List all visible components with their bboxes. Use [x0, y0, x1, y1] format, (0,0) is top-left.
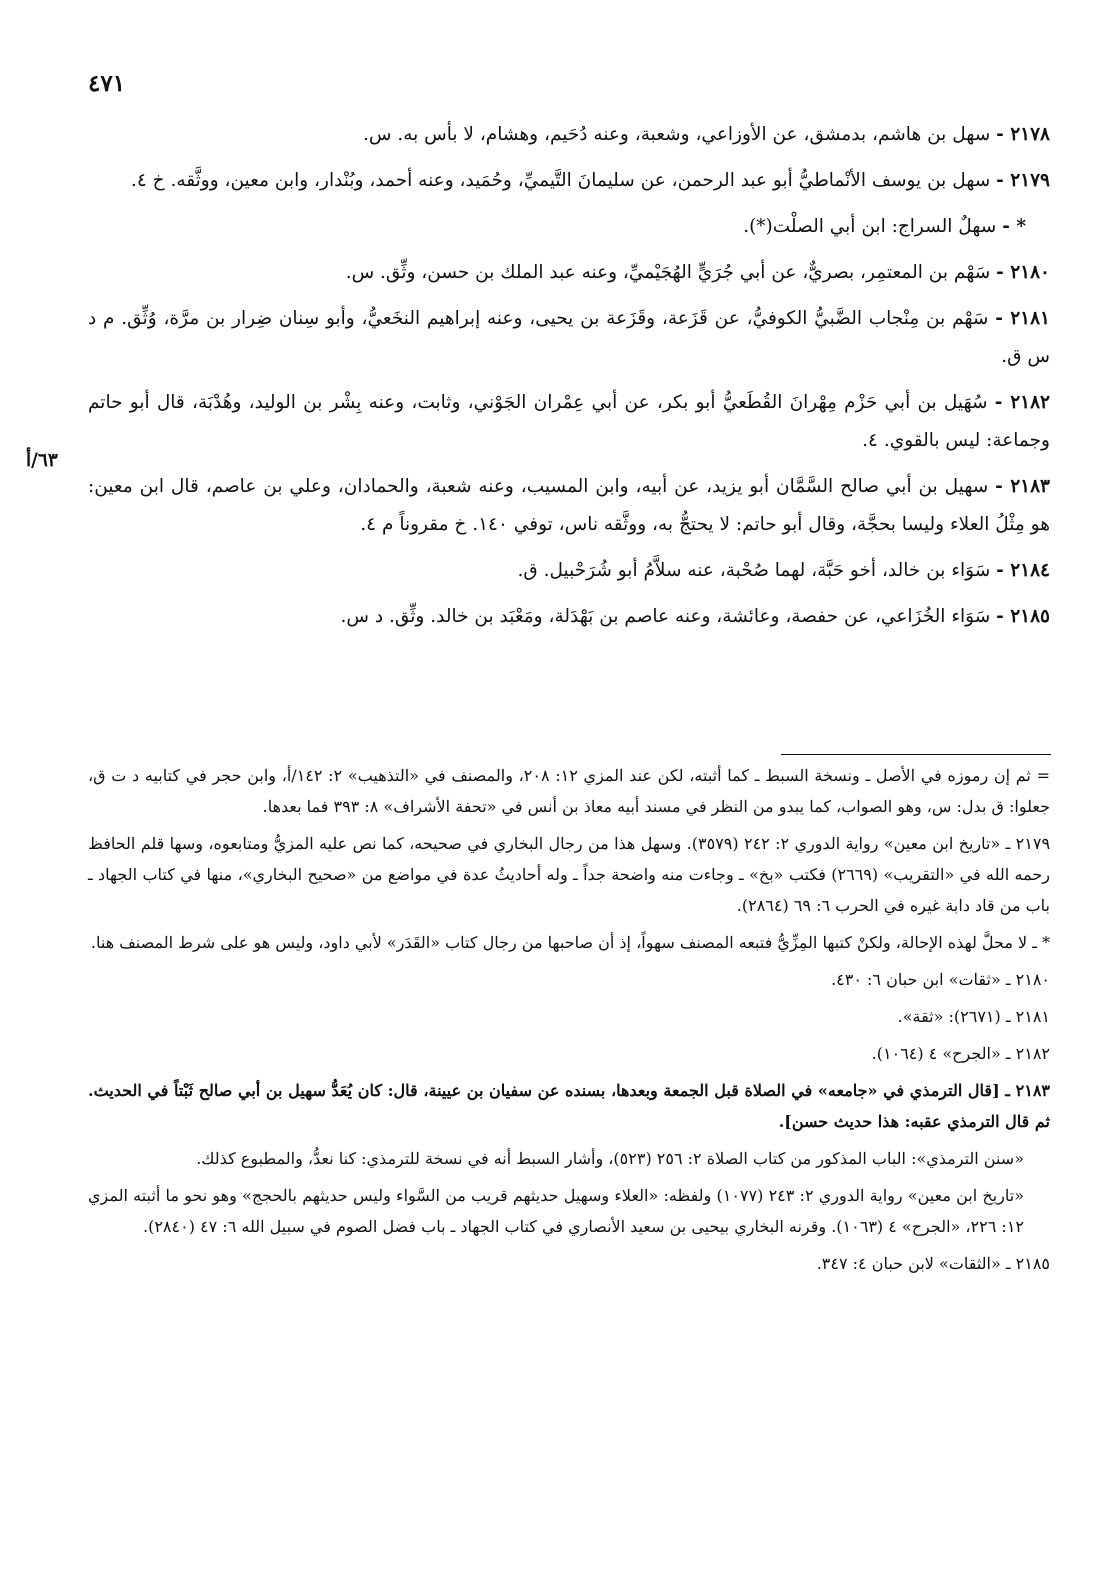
- entry-text: سَهْم بن مِنْجاب الضَّبيُّ الكوفيُّ، عن قَزَعة، وقَزَعة بن يحيى، وعنه إبراهيم النخَعيُّ، وأبو سِنان ضِرار بن مرَّة، وُثِّق. م د س ق.: [88, 308, 1050, 367]
- entry-number: ٢١٨٠ -: [996, 262, 1050, 283]
- entry-text: سَهْم بن المعتمِر، بصريٌّ، عن أبي جُرَيٍّ الهُجَيْميِّ، وعنه عبد الملك بن حسن، وثِّق. س.: [345, 262, 991, 283]
- footnote-divider: [781, 754, 1051, 755]
- entry-number: ٢١٨٢ -: [994, 392, 1050, 413]
- entry-2185: [88, 598, 1050, 636]
- entry-number: ٢١٨٤ -: [996, 560, 1050, 581]
- entry-2184: [88, 552, 1050, 590]
- entry-number: * -: [1002, 216, 1026, 237]
- entry-2182: [88, 384, 1050, 460]
- footnote: ٢١٨١ ـ (٢٦٧١): «ثقة».: [897, 1007, 1050, 1026]
- entry-star: [88, 208, 1050, 246]
- entry-number: ٢١٧٩ -: [996, 170, 1050, 191]
- footnote: ٢١٨٣ ـ [قال الترمذي في «جامعه» في الصلاة قبل الجمعة وبعدها، بسنده عن سفيان بن عيينة، قال: كان يُعَدُّ سهيل بن أبي صالح ثَبْتاً في الحديث. ثم قال الترمذي عقبه: هذا حديث حسن].: [88, 1081, 1050, 1131]
- entry-number: ٢١٨٣ -: [995, 476, 1050, 497]
- entry-2178: [88, 116, 1050, 154]
- entries-section: [88, 116, 1050, 644]
- entry-number: ٢١٨١ -: [995, 308, 1050, 329]
- entry-number: ٢١٨٥ -: [996, 606, 1050, 627]
- footnote: «سنن الترمذي»: الباب المذكور من كتاب الصلاة ٢: ٢٥٦ (٥٢٣)، وأشار السبط أنه في نسخة للترمذي: كنا نعدُّ، والمطبوع كذلك.: [196, 1149, 1024, 1168]
- footnote: = ثم إن رموزه في الأصل ـ ونسخة السبط ـ كما أثبته، لكن عند المزي ١٢: ٢٠٨، والمصنف في «التذهيب» ٢: ١٤٢/أ، وابن حجر في كتابيه د ت ق، جعلوا: ق بدل: س، وهو الصواب، كما يبدو من النظر في مسند أبيه معاذ بن أنس في «تحفة الأشراف» ٨: ٣٩٣ فما بعدها.: [88, 766, 1050, 816]
- entry-text: سهلٌ السراج: ابن أبي الصلْت(*).: [743, 216, 997, 237]
- entry-text: سَوَاء الخُزَاعي، عن حفصة، وعائشة، وعنه عاصم بن بَهْدَلة، ومَعْبَد بن خالد. وثِّق. د س.: [340, 606, 991, 627]
- entry-text: سهل بن يوسف الأنْماطيُّ أبو عبد الرحمن، عن سليمانَ التَّيميِّ، وحُمَيد، وعنه أحمد، وبُنْدار، وابن معين، ووثَّقه. خ ٤.: [130, 170, 991, 191]
- margin-note: ٦٣/أ: [26, 450, 58, 471]
- page-number: ٤٧١: [88, 70, 126, 97]
- entry-text: سَوَاء بن خالد، أخو حَبَّة، لهما صُحْبة، عنه سلاَّمُ أبو شُرَحْبيل. ق.: [517, 560, 991, 581]
- entry-text: سهل بن هاشم، بدمشق، عن الأوزاعي، وشعبة، وعنه دُحَيم، وهشام، لا بأس به. س.: [362, 124, 991, 145]
- entry-2179: [88, 162, 1050, 200]
- entry-2183: [88, 468, 1050, 544]
- footnotes-section: [88, 760, 1050, 1285]
- footnote: ٢١٨٥ ـ «الثقات» لابن حبان ٤: ٣٤٧.: [816, 1254, 1050, 1273]
- footnote: ٢١٧٩ ـ «تاريخ ابن معين» رواية الدوري ٢: ٢٤٢ (٣٥٧٩). وسهل هذا من رجال البخاري في صحيحه، كما نص عليه المزيُّ ومتابعوه، وسها قلم الحافظ رحمه الله في «التقريب» (٢٦٦٩) فكتب «بخ» ـ وجاءت منه واضحة جداً ـ وله أحاديثُ عدة في مواضع من «صحيح البخاري»، منها في كتاب الجهاد ـ باب من قاد دابة غيره في الحرب ٦: ٦٩ (٢٨٦٤).: [88, 834, 1051, 915]
- entry-2181: [88, 300, 1050, 376]
- footnote: «تاريخ ابن معين» رواية الدوري ٢: ٢٤٣ (١٠٧٧) ولفظه: «العلاء وسهيل حديثهم قريب من السَّواء وليس حديثهم بالحجج» وهو نحو ما أثبته المزي ١٢: ٢٢٦، «الجرح» ٤ (١٠٦٣). وقرنه البخاري بيحيى بن سعيد الأنصاري في كتاب الجهاد ـ باب فضل الصوم في سبيل الله ٦: ٤٧ (٢٨٤٠).: [88, 1186, 1025, 1236]
- entry-text: سُهَيل بن أبي حَزْم مِهْرانَ القُطَعيُّ أبو بكر، عن أبي عِمْران الجَوْني، وثابت، وعنه بِشْر بن الوليد، وهُدْبَة، قال أبو حاتم وجماعة: ليس بالقوي. ٤.: [88, 392, 1050, 451]
- footnote: ٢١٨٠ ـ «ثقات» ابن حبان ٦: ٤٣٠.: [831, 970, 1050, 989]
- footnote: ٢١٨٢ ـ «الجرح» ٤ (١٠٦٤).: [871, 1044, 1050, 1063]
- entry-text: سهيل بن أبي صالح السَّمَّان أبو يزيد، عن أبيه، وابن المسيب، وعنه شعبة، والحمادان، وعلي بن عاصم، قال ابن معين: هو مِثْلُ العلاء وليسا بحجَّة، وقال أبو حاتم: لا يحتجُّ به، ووثَّقه ناس، توفي ١٤٠. خ مقروناً م ٤.: [88, 476, 1050, 535]
- entry-2180: [88, 254, 1050, 292]
- footnote: * ـ لا محلَّ لهذه الإحالة، ولكنْ كتبها المِزِّيُّ فتبعه المصنف سهواً، إذ أن صاحبها من رجال كتاب «القَدَر» لأبي داود، وليس هو على شرط المصنف هنا.: [90, 933, 1050, 952]
- entry-number: ٢١٧٨ -: [996, 124, 1050, 145]
